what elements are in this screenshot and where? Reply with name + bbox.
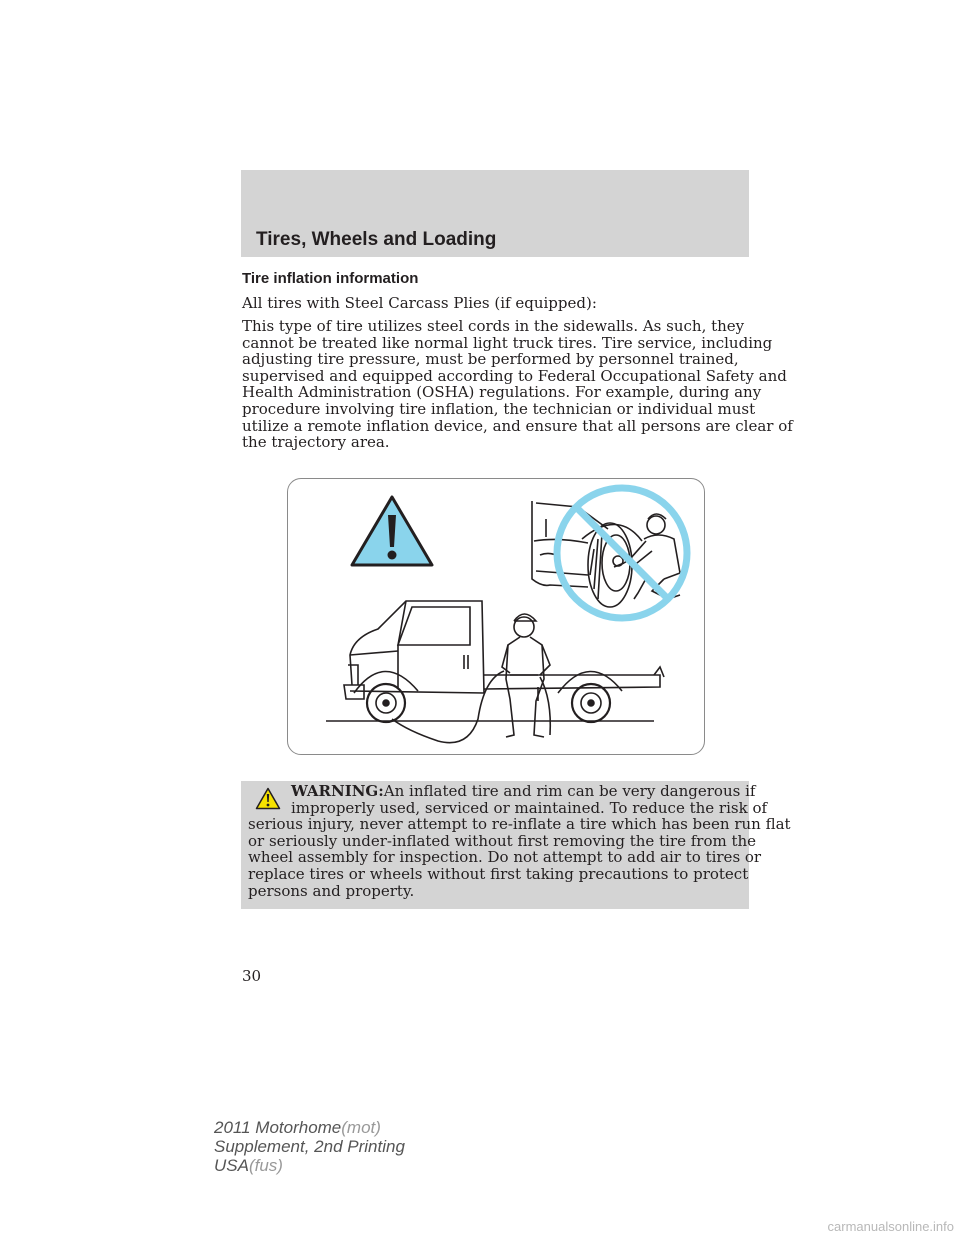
body-paragraph — [242, 318, 793, 451]
warning-triangle-icon — [352, 497, 432, 565]
watermark-link[interactable]: carmanualsonline.info — [827, 1219, 954, 1234]
footer-title: 2011 Motorhome — [214, 1118, 342, 1137]
paragraph-line: This type of tire utilizes steel cords in the sidewalls. As such, they — [242, 317, 745, 335]
paragraph-line: supervised and equipped according to Federal Occupational Safety and — [242, 366, 787, 385]
warning-line: or seriously under-inflated without first removing the tire from the — [248, 831, 757, 850]
footer-line-2: Supplement, 2nd Printing — [214, 1137, 405, 1156]
document-footer — [214, 1118, 405, 1175]
warning-first-line — [248, 783, 791, 800]
technician-drawing — [392, 614, 550, 743]
warning-line: replace tires or wheels without first taking precautions to protect — [248, 864, 749, 883]
paragraph-line: utilize a remote inflation device, and ensure that all persons are clear of — [242, 416, 793, 435]
intro-line: All tires with Steel Carcass Plies (if equipped): — [242, 294, 597, 312]
section-title: Tires, Wheels and Loading — [256, 229, 497, 250]
warning-line: wheel assembly for inspection. Do not attempt to add air to tires or — [248, 848, 762, 867]
warning-text — [248, 783, 791, 899]
paragraph-line: Health Administration (OSHA) regulations. For example, during any — [242, 383, 762, 402]
illustration-drawing — [288, 479, 705, 755]
paragraph-line: adjusting tire pressure, must be performed by personnel trained, — [242, 350, 739, 369]
warning-label: WARNING: — [291, 782, 384, 800]
subheading: Tire inflation information — [242, 270, 419, 287]
tire-inflation-illustration — [287, 478, 705, 755]
footer-region: USA — [214, 1156, 249, 1175]
footer-line-1 — [214, 1118, 405, 1137]
warning-line: persons and property. — [248, 881, 415, 900]
paragraph-line: the trajectory area. — [242, 433, 390, 452]
footer-line-3 — [214, 1156, 405, 1175]
prohibited-circle-icon — [557, 488, 687, 618]
paragraph-line: procedure involving tire inflation, the technician or individual must — [242, 399, 756, 418]
warning-box — [241, 781, 791, 909]
warning-line: improperly used, serviced or maintained. To reduce the risk of — [291, 798, 768, 817]
warning-first-line-text: An inflated tire and rim can be very dangerous if — [383, 782, 756, 800]
paragraph-line: cannot be treated like normal light truck tires. Tire service, including — [242, 333, 773, 352]
warning-line: serious injury, never attempt to re-inflate a tire which has been run flat — [248, 815, 791, 834]
page-number: 30 — [242, 967, 262, 985]
footer-region-code: (fus) — [248, 1156, 283, 1175]
footer-title-code: (mot) — [341, 1118, 381, 1137]
